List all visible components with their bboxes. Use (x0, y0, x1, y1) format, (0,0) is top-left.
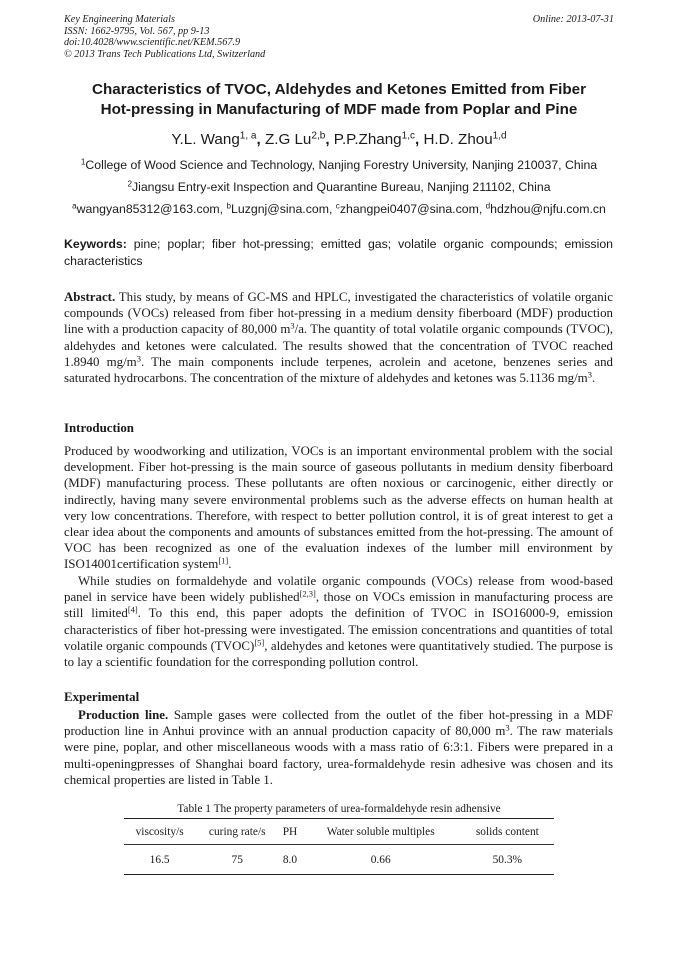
body-text: , those on VOCs emission in manufacturing process are still limited (64, 590, 613, 621)
abstract-text: . The main components include terpenes, acrolein and acetone, benzenes series and saturated hydrocarbons. The concentration of the mixture of aldehydes and ketones was 5.1136 mg/m (64, 354, 613, 386)
author-name: P.P.Zhang (333, 131, 402, 148)
table-header-row (124, 819, 554, 845)
author-affiliation-marker: 1, a (239, 130, 257, 142)
online-date: Online: 2013-07-31 (532, 14, 614, 25)
body-text: Sample gases were collected from the outlet of the fiber hot-pressing in a MDF production line in Anhui province with an annual production capacity of 80,000 m (64, 708, 613, 739)
author-name: Z.G Lu (264, 131, 312, 148)
table-caption: Table 1 The property parameters of urea-formaldehyde resin adhensive (177, 803, 501, 815)
author-affiliation-marker: 2,b (311, 130, 326, 142)
author-affiliation-marker: 1,c (401, 130, 415, 142)
email-marker: a (72, 201, 77, 211)
copyright-line: © 2013 Trans Tech Publications Ltd, Switzerland (64, 48, 266, 60)
abstract-text: /a. The quantity of total volatile organic compounds (TVOC), aldehydes and ketones were calculated. The results showed that the concentration of TVOC reached 1.8940 mg/m (64, 322, 614, 369)
unit-exponent: 3 (136, 353, 141, 364)
issn-line: ISSN: 1662-9795, Vol. 567, pp 9-13 (64, 25, 210, 37)
unit-exponent: 3 (290, 320, 295, 331)
abstract-text: . (591, 371, 596, 386)
citation-ref[interactable]: [1] (218, 555, 229, 566)
table-header-cell: curing rate/s (195, 819, 279, 845)
table-header-cell: PH (279, 819, 301, 845)
affiliation-marker: 2 (127, 179, 132, 189)
email-list (56, 201, 622, 217)
table-header-cell: Water soluble multiples (301, 819, 461, 845)
unit-exponent: 3 (587, 369, 592, 380)
experimental-paragraph (64, 707, 613, 788)
body-text: Produced by woodworking and utilization, VOCs is an important environmental problem with the social development. Fiber hot-pressing is the main source of gaseous pollutants in medium density fiberboard (MDF) manufacturing process. These pollutants are often noxious or carcinogenic, either directly or indirectly, having many severe environmental problems such as the adverse effects on human health at very low concentrations. Therefore, with respect to better pollution control, it is of great interest to get a clear idea about the components and amounts of substances emitted from the hot-pressing. The amount of VOC has been recognized as one of the evaluation indexes of the lumber mill environment by ISO14001certification system (64, 444, 613, 572)
body-text: . To this end, this paper adopts the definition of TVOC in ISO16000-9, emission characteristics of fiber hot-pressing were investigated. The emission concentrations and quantities of total volatile organic compounds (TVOC) (64, 606, 613, 653)
unit-exponent: 3 (505, 722, 510, 733)
email-address[interactable]: wangyan85312@163.com, (76, 202, 224, 216)
table-cell: 0.66 (301, 845, 461, 875)
citation-ref[interactable]: [5] (254, 637, 265, 648)
abstract-text: This study, by means of GC-MS and HPLC, investigated the characteristics of volatile organic compounds (VOCs) released from fiber hot-pressing in a medium density fiberboard (MDF) production line with a production capacity of 80,000 m (64, 290, 613, 337)
author-separator: , (256, 131, 265, 148)
affiliation-text: College of Wood Science and Technology, Nanjing Forestry University, Nanjing 210037, China (85, 158, 598, 172)
body-text: , aldehydes and ketones were quantitatively studied. The purpose is to lay a scientific foundation for the corresponding pollution control. (64, 638, 613, 670)
title-line-2: Hot-pressing in Manufacturing of MDF made from Poplar and Pine (100, 101, 578, 118)
journal-header (64, 14, 614, 60)
table-header-cell: viscosity/s (124, 819, 195, 845)
subsection-label: Production line. (78, 708, 169, 722)
keywords-block (64, 236, 613, 269)
table-header-cell: solids content (461, 819, 554, 845)
journal-name: Key Engineering Materials (64, 14, 175, 25)
author-name: Y.L. Wang (171, 131, 240, 148)
author-separator: , (325, 131, 334, 148)
email-marker: d (485, 201, 491, 211)
table-cell: 75 (195, 845, 279, 875)
abstract-label: Abstract. (64, 290, 116, 304)
table-cell: 8.0 (279, 845, 301, 875)
table-row (124, 845, 554, 875)
author-list (56, 130, 622, 150)
paper-title (56, 80, 622, 120)
affiliation-marker: 1 (80, 157, 86, 167)
keywords-label: Keywords: (64, 237, 127, 251)
email-address[interactable]: zhangpei0407@sina.com, (339, 202, 483, 216)
body-text: . (228, 557, 232, 572)
citation-ref[interactable]: [2,3] (299, 588, 316, 599)
email-marker: b (226, 201, 232, 211)
email-address[interactable]: hdzhou@njfu.com.cn (490, 202, 606, 216)
email-address[interactable]: Luzgnj@sina.com, (231, 202, 333, 216)
author-separator: , (415, 131, 424, 148)
affiliation-1 (56, 157, 622, 173)
introduction-paragraph-2 (64, 573, 613, 670)
body-text: While studies on formaldehyde and volatile organic compounds (VOCs) release from wood-based panel in service have been widely published (64, 574, 613, 605)
abstract-paragraph (64, 289, 613, 386)
property-table (124, 818, 554, 875)
email-marker: c (335, 201, 340, 211)
affiliation-text: Jiangsu Entry-exit Inspection and Quarantine Bureau, Nanjing 211102, China (131, 180, 551, 194)
experimental-heading: Experimental (64, 690, 140, 704)
doi-line: doi:10.4028/www.scientific.net/KEM.567.9 (64, 37, 241, 49)
title-line-1: Characteristics of TVOC, Aldehydes and Ketones Emitted from Fiber (92, 81, 586, 98)
introduction-paragraph-1 (64, 443, 613, 573)
body-text: . The raw materials were pine, poplar, and other miscellaneous woods with a mass ratio of 6:3:1. Fibers were prepared in a multi-openingpresses of Shanghai board factory, urea-formaldehyde resin adhesive was chosen and its chemical properties are listed in Table 1. (64, 724, 613, 787)
citation-ref[interactable]: [4] (127, 604, 138, 615)
table-cell: 16.5 (124, 845, 195, 875)
affiliation-2 (56, 179, 622, 195)
keywords-text: pine; poplar; fiber hot-pressing; emitted gas; volatile organic compounds; emission characteristics (64, 237, 613, 268)
author-affiliation-marker: 1,d (492, 130, 507, 142)
table-cell: 50.3% (461, 845, 554, 875)
author-name: H.D. Zhou (423, 131, 493, 148)
introduction-heading: Introduction (64, 421, 134, 435)
